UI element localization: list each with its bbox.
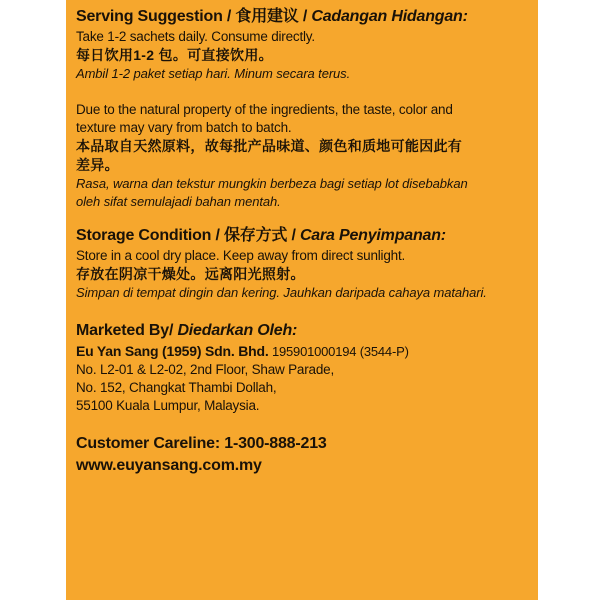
product-label-panel (66, 0, 538, 600)
website-address: www.euyansang.com.my (76, 457, 262, 474)
serving-text-english: Take 1-2 sachets daily. Consume directly. (76, 29, 315, 44)
serving-text-chinese: 每日饮用1-2 包。可直接饮用。 (76, 47, 273, 63)
heading-malay: Cadangan Hidangan: (311, 8, 468, 25)
note-english-line-2: texture may vary from batch to batch. (76, 120, 292, 135)
storage-text-chinese: 存放在阴凉干燥处。远离阳光照射。 (76, 266, 305, 282)
marketer-heading (76, 320, 538, 342)
address-line-2: No. 152, Changkat Thambi Dollah, (76, 380, 277, 395)
marketer-section (76, 320, 538, 415)
note-malay-line-2: oleh sifat semulajadi bahan mentah. (76, 194, 281, 209)
spacer (76, 211, 538, 225)
note-malay-line-1: Rasa, warna dan tekstur mungkin berbeza bagi setiap lot disebabkan (76, 176, 468, 191)
heading-english: Marketed By/ (76, 322, 178, 339)
heading-separator: / (298, 8, 312, 25)
serving-suggestion-section (76, 6, 538, 83)
variation-note-section (76, 101, 538, 211)
heading-malay: Cara Penyimpanan: (299, 227, 446, 244)
spacer (76, 415, 538, 433)
storage-condition-heading (76, 225, 538, 247)
address-line-3: 55100 Kuala Lumpur, Malaysia. (76, 398, 260, 413)
company-line (76, 342, 538, 361)
heading-english: Storage Condition / (76, 227, 224, 244)
spacer (76, 83, 538, 101)
note-chinese-line-2: 差异。 (76, 157, 119, 173)
address-line-1: No. L2-01 & L2-02, 2nd Floor, Shaw Parade, (76, 362, 335, 377)
spacer (76, 302, 538, 320)
serving-suggestion-heading (76, 6, 538, 28)
storage-text-malay: Simpan di tempat dingin dan kering. Jauhkan daripada cahaya matahari. (76, 285, 487, 300)
customer-careline: Customer Careline: 1-300-888-213 (76, 435, 327, 452)
heading-malay: Diedarkan Oleh: (177, 322, 298, 339)
note-chinese-line-1: 本品取自天然原料，故每批产品味道、颜色和质地可能因此有 (76, 138, 463, 154)
heading-english: Serving Suggestion / (76, 8, 236, 25)
heading-chinese: 食用建议 (235, 8, 299, 25)
contact-section (76, 433, 538, 477)
storage-text-english: Store in a cool dry place. Keep away from direct sunlight. (76, 248, 406, 263)
company-registration-number: 195901000194 (3544-P) (268, 344, 409, 359)
heading-separator: / (287, 227, 300, 244)
storage-condition-section (76, 225, 538, 302)
heading-chinese: 保存方式 (224, 227, 288, 244)
note-english-line-1: Due to the natural property of the ingredients, the taste, color and (76, 102, 453, 117)
serving-text-malay: Ambil 1-2 paket setiap hari. Minum secara terus. (76, 66, 351, 81)
company-name: Eu Yan Sang (1959) Sdn. Bhd. (76, 343, 269, 359)
